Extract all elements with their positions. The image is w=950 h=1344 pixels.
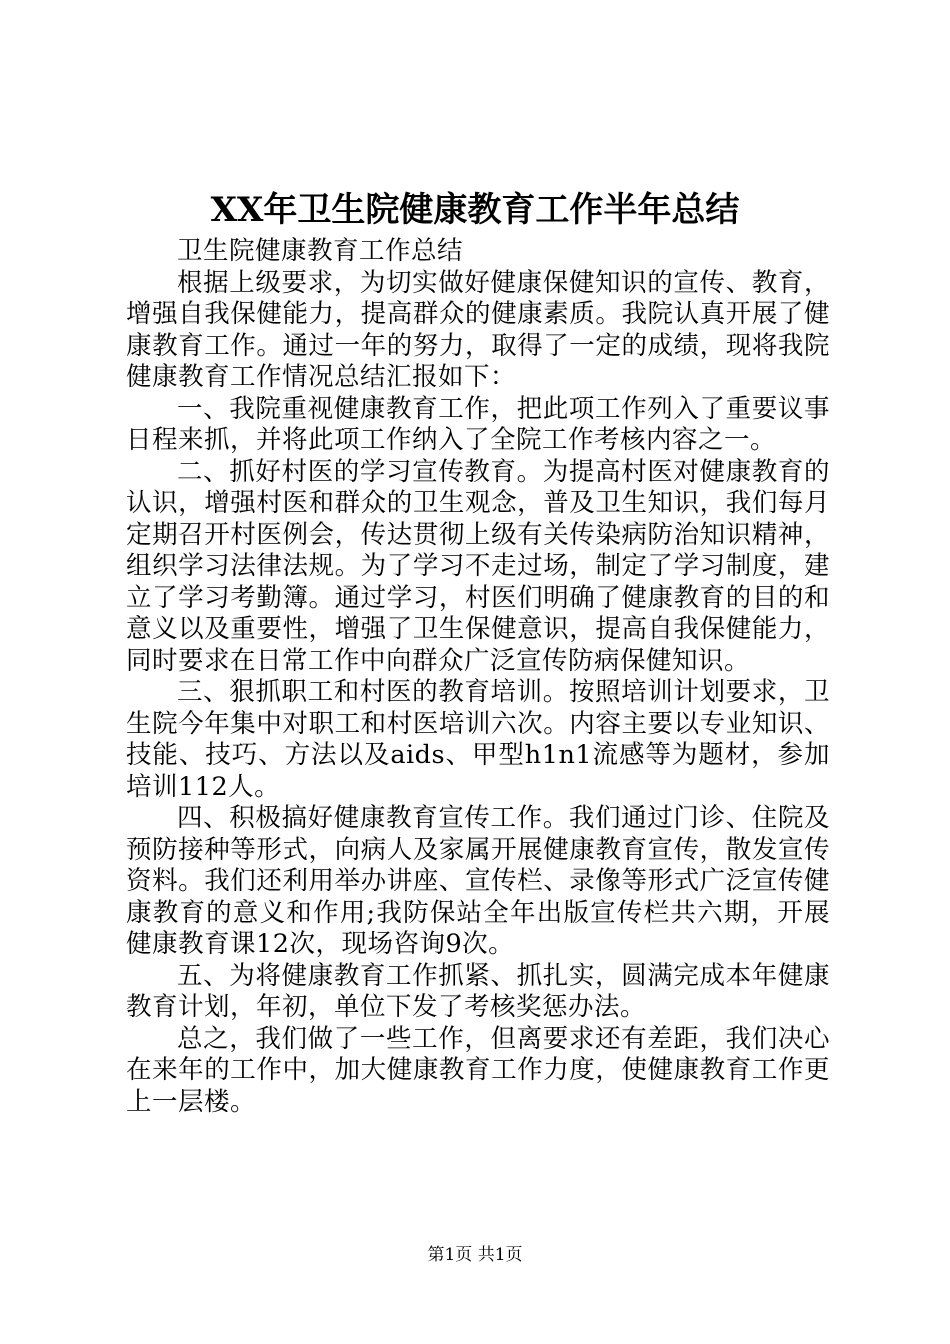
subtitle-paragraph: 卫生院健康教育工作总结 (177, 236, 464, 266)
document-body (126, 236, 830, 1118)
conclusion-paragraph: 总之，我们做了一些工作，但离要求还有差距，我们决心在来年的工作中，加大健康教育工作力度，使健康教育工作更上一层楼。 (126, 1023, 830, 1117)
section-two-paragraph: 二、抓好村医的学习宣传教育。为提高村医对健康教育的认识，增强村医和群众的卫生观念，普及卫生知识，我们每月定期召开村医例会，传达贯彻上级有关传染病防治知识精神，组织学习法律法规。为了学习不走过场，制定了学习制度，建立了学习考勤簿。通过学习，村医们明确了健康教育的目的和意义以及重要性，增强了卫生保健意识，提高自我保健能力，同时要求在日常工作中向群众广泛宣传防病保健知识。 (126, 456, 830, 676)
intro-paragraph: 根据上级要求，为切实做好健康保健知识的宣传、教育，增强自我保健能力，提高群众的健康素质。我院认真开展了健康教育工作。通过一年的努力，取得了一定的成绩，现将我院健康教育工作情况总结汇报如下： (126, 267, 830, 392)
section-three-paragraph: 三、狠抓职工和村医的教育培训。按照培训计划要求，卫生院今年集中对职工和村医培训六次。内容主要以专业知识、技能、技巧、方法以及aids、甲型h1n1流感等为题材，参加培训112人。 (126, 677, 830, 802)
section-five-paragraph: 五、为将健康教育工作抓紧、抓扎实，圆满完成本年健康教育计划，年初，单位下发了考核奖惩办法。 (126, 960, 830, 1022)
section-four-paragraph: 四、积极搞好健康教育宣传工作。我们通过门诊、住院及预防接种等形式，向病人及家属开展健康教育宣传，散发宣传资料。我们还利用举办讲座、宣传栏、录像等形式广泛宣传健康教育的意义和作用;我防保站全年出版宣传栏共六期，开展健康教育课12次，现场咨询9次。 (126, 803, 830, 959)
page-number-footer: 第1页 共1页 (427, 1245, 523, 1265)
document-title: XX年卫生院健康教育工作半年总结 (210, 190, 740, 230)
section-one-paragraph: 一、我院重视健康教育工作，把此项工作列入了重要议事日程来抓，并将此项工作纳入了全院工作考核内容之一。 (126, 393, 830, 455)
